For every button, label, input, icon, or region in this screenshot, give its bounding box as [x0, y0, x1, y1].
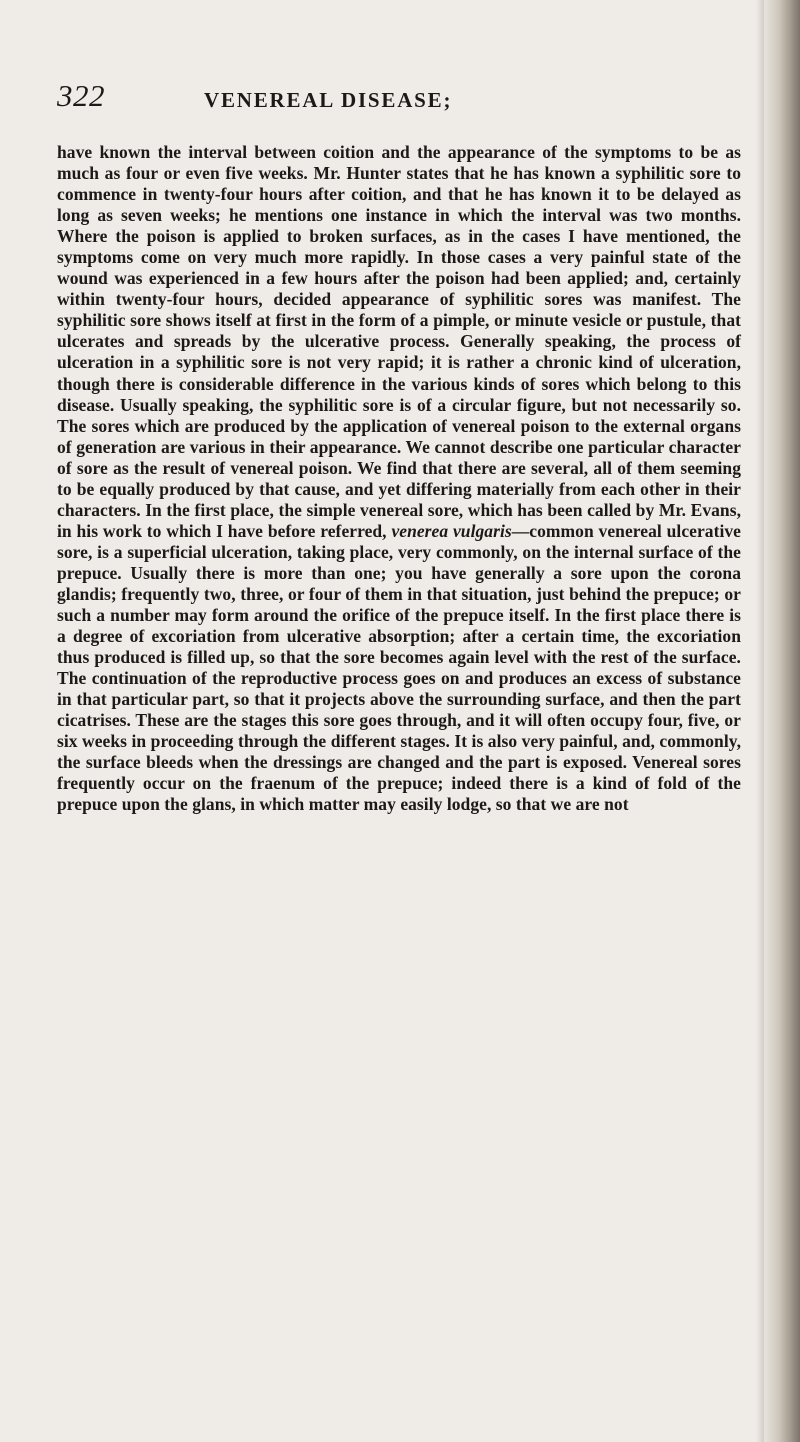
- paragraph-text-part-1: have known the interval between coition and the appearance of the symptoms to be as much as four or even five weeks. Mr. Hunter states that he has known a syphilitic sore to commence in twenty-four hours after coition, and that he has known it to be delayed as long as seven weeks; he mentions one instance in which the interval was two months. Where the poison is applied to broken surfaces, as in the cases I have mentioned, the symptoms come on very much more rapidly. In those cases a very painful state of the wound was experienced in a few hours after the poison had been applied; and, certainly within twenty-four hours, decided appearance of syphilitic sores was manifest. The syphilitic sore shows itself at first in the form of a pimple, or minute vesicle or pustule, that ulcerates and spreads by the ulcerative process. Generally speaking, the process of ulceration in a syphilitic sore is not very rapid; it is rather a chronic kind of ulceration, though there is considerable difference in the various kinds of sores which belong to this disease. Usually speaking, the syphilitic sore is of a circular figure, but not necessarily so. The sores which are produced by the application of venereal poison to the external organs of generation are various in their appearance. We cannot describe one particular character of sore as the result of venereal poison. We find that there are several, all of them seeming to be equally produced by that cause, and yet differing materially from each other in their characters. In the first place, the simple venereal sore, which has been called by Mr. Evans, in his work to which I have before referred,: [57, 142, 741, 541]
- paragraph: [57, 142, 741, 816]
- page-edge: [764, 0, 800, 1442]
- page-header: [57, 78, 747, 124]
- page-number: 322: [57, 78, 105, 113]
- italic-term: venerea vulgaris: [391, 520, 512, 541]
- running-head: VENEREAL DISEASE;: [204, 88, 453, 112]
- body-text: [57, 142, 741, 816]
- paragraph-text-part-2: —common venereal ulcerative sore, is a superficial ulceration, taking place, very commonly, on the internal surface of the prepuce. Usually there is more than one; you have generally a sore upon the corona glandis; frequently two, three, or four of them in that situation, just behind the prepuce; or such a number may form around the orifice of the prepuce itself. In the first place there is a degree of excoriation from ulcerative absorption; after a certain time, the excoriation thus produced is filled up, so that the sore becomes again level with the rest of the surface. The continuation of the reproductive process goes on and produces an excess of substance in that particular part, so that it projects above the surrounding surface, and then the part cicatrises. These are the stages this sore goes through, and it will often occupy four, five, or six weeks in proceeding through the different stages. It is also very painful, and, commonly, the surface bleeds when the dressings are changed and the part is exposed. Venereal sores frequently occur on the fraenum of the prepuce; indeed there is a kind of fold of the prepuce upon the glans, in which matter may easily lodge, so that we are not: [57, 520, 741, 815]
- page-gutter-shadow: [756, 0, 764, 1442]
